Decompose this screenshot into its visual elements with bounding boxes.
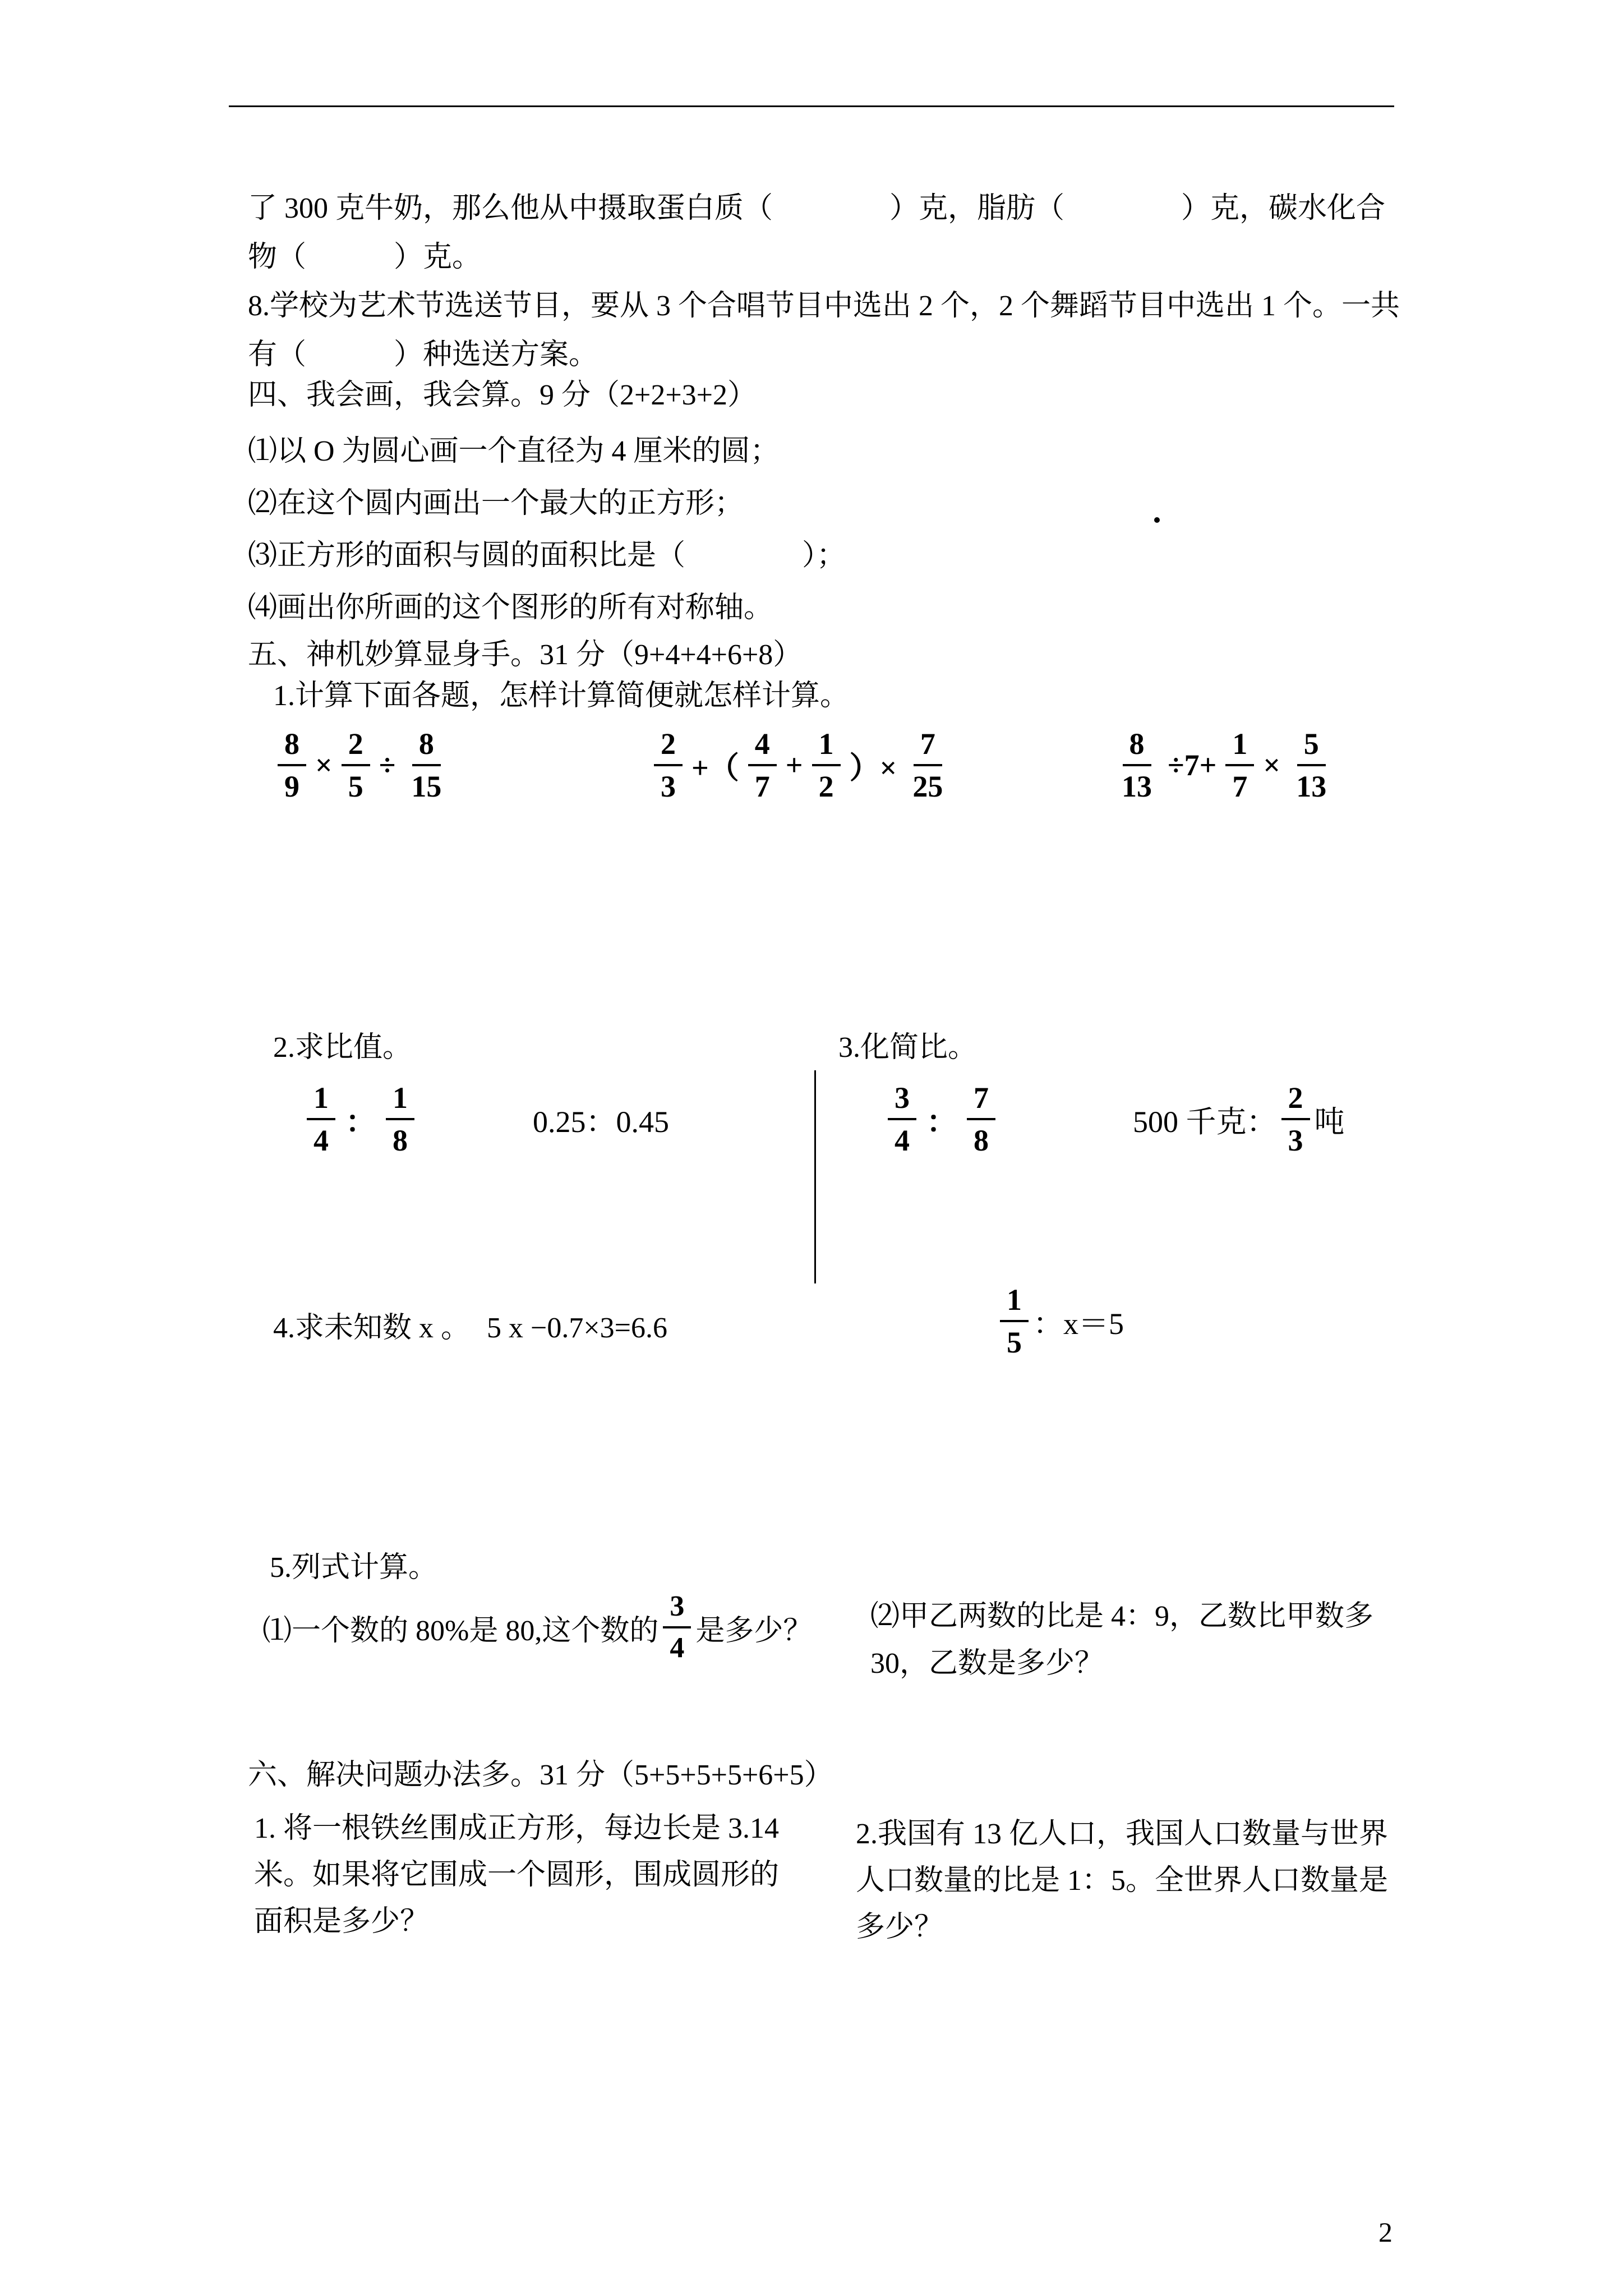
fraction (812, 726, 841, 804)
denominator: 13 (1122, 770, 1152, 804)
problem-line-1: ⑵甲乙两数的比是 4：9，乙数比甲数多 (870, 1600, 1374, 1632)
denominator: 4 (895, 1124, 910, 1157)
fraction (386, 1080, 414, 1158)
fraction (1289, 726, 1333, 804)
operator: × (1263, 748, 1281, 783)
problem-text: ⑴一个数的 80%是 80,这个数的 (262, 1614, 659, 1647)
operator: + (785, 748, 803, 783)
written-problem-1 (262, 1585, 812, 1669)
numerator: 4 (748, 726, 777, 766)
operator: ÷7+ (1168, 748, 1217, 783)
operator: ÷ (379, 748, 396, 783)
fraction (404, 726, 448, 804)
solve-x-equation-1: 5 x −0.7×3=6.6 (487, 1312, 667, 1344)
ratio-problem-2 (533, 1074, 669, 1164)
word-problem-2 (856, 1811, 1388, 1950)
section4-item-3: ⑶正方形的面积与圆的面积比是（ ）； (248, 540, 846, 572)
numerator: 3 (888, 1080, 916, 1120)
numerator: 8 (278, 726, 306, 766)
written-calc-title: 5.列式计算。 (270, 1552, 438, 1584)
calc-expression-3 (1110, 726, 1338, 804)
fraction (342, 726, 370, 804)
denominator: 2 (818, 770, 834, 804)
numerator: 5 (1297, 726, 1326, 766)
calc-instruction: 1.计算下面各题，怎样计算简便就怎样计算。 (273, 680, 850, 712)
intro-line-1: 了 300 克牛奶，那么他从中摄取蛋白质（ ）克，脂肪（ ）克，碳水化合 (248, 192, 1386, 224)
numerator: 7 (967, 1080, 995, 1120)
operator: +（ (691, 751, 739, 785)
operator: × (315, 748, 333, 783)
numerator: 2 (342, 726, 370, 766)
fraction (888, 1080, 916, 1158)
problem-line-1: 2.我国有 13 亿人口，我国人口数量与世界 (856, 1818, 1389, 1850)
denominator: 8 (974, 1124, 989, 1157)
ratio-colon: ： (926, 1105, 957, 1139)
header-rule (229, 105, 1394, 107)
ratio-text: 0.25：0.45 (533, 1105, 669, 1139)
intro-line-2: 物（ ）克。 (248, 241, 482, 273)
ratio-simplify-title: 3.化简比。 (838, 1032, 978, 1064)
stray-dot (1154, 517, 1160, 523)
numerator: 2 (1281, 1080, 1310, 1120)
equation-text: ：x＝5 (1033, 1306, 1124, 1341)
problem-line-2: 米。如果将它围成一个圆形，围成圆形的 (254, 1859, 780, 1891)
problem-line-2: 人口数量的比是 1：5。全世界人口数量是 (856, 1865, 1389, 1897)
ratio-problem-3 (883, 1074, 1000, 1164)
fraction (1225, 726, 1254, 804)
numerator: 3 (663, 1590, 691, 1628)
numerator: 1 (812, 726, 841, 766)
denominator: 3 (1288, 1124, 1303, 1157)
fraction (1115, 726, 1159, 804)
ratio-value-title: 2.求比值。 (273, 1032, 412, 1064)
denominator: 7 (1232, 770, 1248, 804)
section4-item-2: ⑵在这个圆内画出一个最大的正方形； (248, 487, 744, 519)
numerator: 1 (386, 1080, 414, 1120)
denominator: 7 (754, 770, 770, 804)
problem-line-3: 面积是多少？ (254, 1906, 430, 1938)
ratio-problem-1 (302, 1074, 419, 1164)
intro-block (248, 184, 1400, 379)
fraction (1000, 1282, 1029, 1360)
operator: ）× (849, 751, 897, 785)
fraction (1281, 1080, 1310, 1158)
ratio-colon: ： (345, 1105, 376, 1139)
word-problem-1 (254, 1805, 779, 1945)
solve-x-title: 4.求未知数 x 。 (273, 1312, 471, 1344)
numerator: 1 (1225, 726, 1254, 766)
fraction (967, 1080, 995, 1158)
denominator: 25 (912, 770, 943, 804)
fraction (663, 1590, 691, 1665)
section6-heading: 六、解决问题办法多。31 分（5+5+5+5+6+5） (248, 1759, 833, 1791)
section4-item-1: ⑴以 O 为圆心画一个直径为 4 厘米的圆； (248, 435, 780, 467)
fraction (748, 726, 777, 804)
solve-x-equation-2 (995, 1279, 1124, 1363)
calc-expression-1 (273, 726, 453, 804)
fraction (906, 726, 949, 804)
fraction (278, 726, 306, 804)
calc-expression-2 (649, 726, 954, 804)
numerator: 1 (1000, 1282, 1029, 1322)
denominator: 4 (313, 1124, 329, 1157)
denominator: 4 (670, 1632, 685, 1664)
problem-text: 是多少？ (695, 1614, 813, 1647)
denominator: 9 (284, 770, 299, 804)
question-8-line-1: 8.学校为艺术节选送节目，要从 3 个合唱节目中选出 2 个，2 个舞蹈节目中选出 1 个。一共 (248, 290, 1400, 322)
numerator: 8 (412, 726, 441, 766)
problem-line-3: 多少？ (856, 1911, 944, 1943)
fraction (654, 726, 683, 804)
page-number: 2 (1378, 2216, 1393, 2248)
problem-line-1: 1. 将一根铁丝围成正方形，每边长是 3.14 (254, 1812, 780, 1844)
question-8-line-2: 有（ ）种选送方案。 (248, 339, 598, 371)
denominator: 8 (393, 1124, 408, 1157)
ratio-problem-4 (1133, 1074, 1345, 1164)
written-problem-2 (870, 1593, 1373, 1687)
ratio-prefix: 500 千克： (1133, 1105, 1277, 1139)
denominator: 13 (1296, 770, 1327, 804)
denominator: 3 (661, 770, 676, 804)
column-divider (814, 1070, 816, 1283)
section4-items (248, 425, 846, 634)
numerator: 8 (1123, 726, 1151, 766)
numerator: 1 (307, 1080, 335, 1120)
section4-item-4: ⑷画出你所画的这个图形的所有对称轴。 (248, 592, 773, 624)
numerator: 2 (654, 726, 683, 766)
fraction (307, 1080, 335, 1158)
problem-line-2: 30，乙数是多少？ (870, 1648, 1104, 1680)
denominator: 15 (411, 770, 442, 804)
section4-heading: 四、我会画，我会算。9 分（2+2+3+2） (248, 379, 757, 411)
ratio-suffix: 吨 (1314, 1105, 1345, 1139)
section5-heading: 五、神机妙算显身手。31 分（9+4+4+6+8） (248, 639, 803, 671)
numerator: 7 (914, 726, 942, 766)
denominator: 5 (348, 770, 363, 804)
denominator: 5 (1007, 1326, 1022, 1359)
